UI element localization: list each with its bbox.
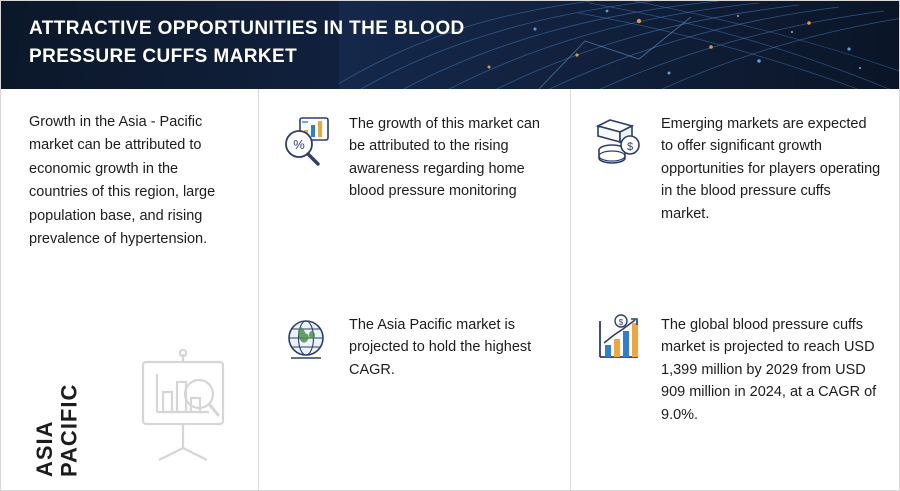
- insight-cell-emerging-markets: [571, 89, 899, 290]
- magnifier-analytics-icon: [277, 111, 335, 169]
- svg-text:$: $: [618, 318, 624, 327]
- svg-text:%: %: [293, 137, 305, 152]
- region-label: ASIA PACIFIC: [32, 383, 82, 477]
- insight-text: The growth of this market can be attributed to the rising awareness regarding home blood pressure monitoring: [349, 116, 540, 200]
- page-title: ATTRACTIVE OPPORTUNITIES IN THE BLOOD PRESSURE CUFFS MARKET: [29, 18, 465, 67]
- content-area: [1, 89, 899, 491]
- left-panel: [1, 89, 259, 491]
- region-block: [19, 333, 249, 483]
- left-panel-text: Growth in the Asia - Pacific market can be attributed to economic growth in the countries of this region, large population base, and rising prevalence of hypertension.: [29, 114, 216, 248]
- growth-bar-chart-icon: [589, 312, 647, 370]
- presentation-chart-search-icon: [129, 348, 237, 473]
- insight-text: The global blood pressure cuffs market is projected to reach USD 1,399 million by 2029 from USD 909 million in 2024, at a CAGR of 9.0%.: [661, 317, 877, 423]
- insight-cell-apac-cagr: [259, 290, 571, 491]
- header-banner: [1, 1, 899, 89]
- insight-cell-market-forecast: [571, 290, 899, 491]
- insight-row-bottom: [259, 290, 899, 491]
- insight-text: Emerging markets are expected to offer significant growth opportunities for players operating in the blood pressure cuffs market.: [661, 116, 881, 222]
- money-coins-icon: [589, 111, 647, 169]
- right-panel: [259, 89, 899, 491]
- insight-cell-growth-drivers: [259, 89, 571, 290]
- svg-text:$: $: [626, 141, 634, 153]
- insight-row-top: [259, 89, 899, 290]
- insight-text: The Asia Pacific market is projected to hold the highest CAGR.: [349, 317, 532, 378]
- globe-icon: [277, 312, 335, 370]
